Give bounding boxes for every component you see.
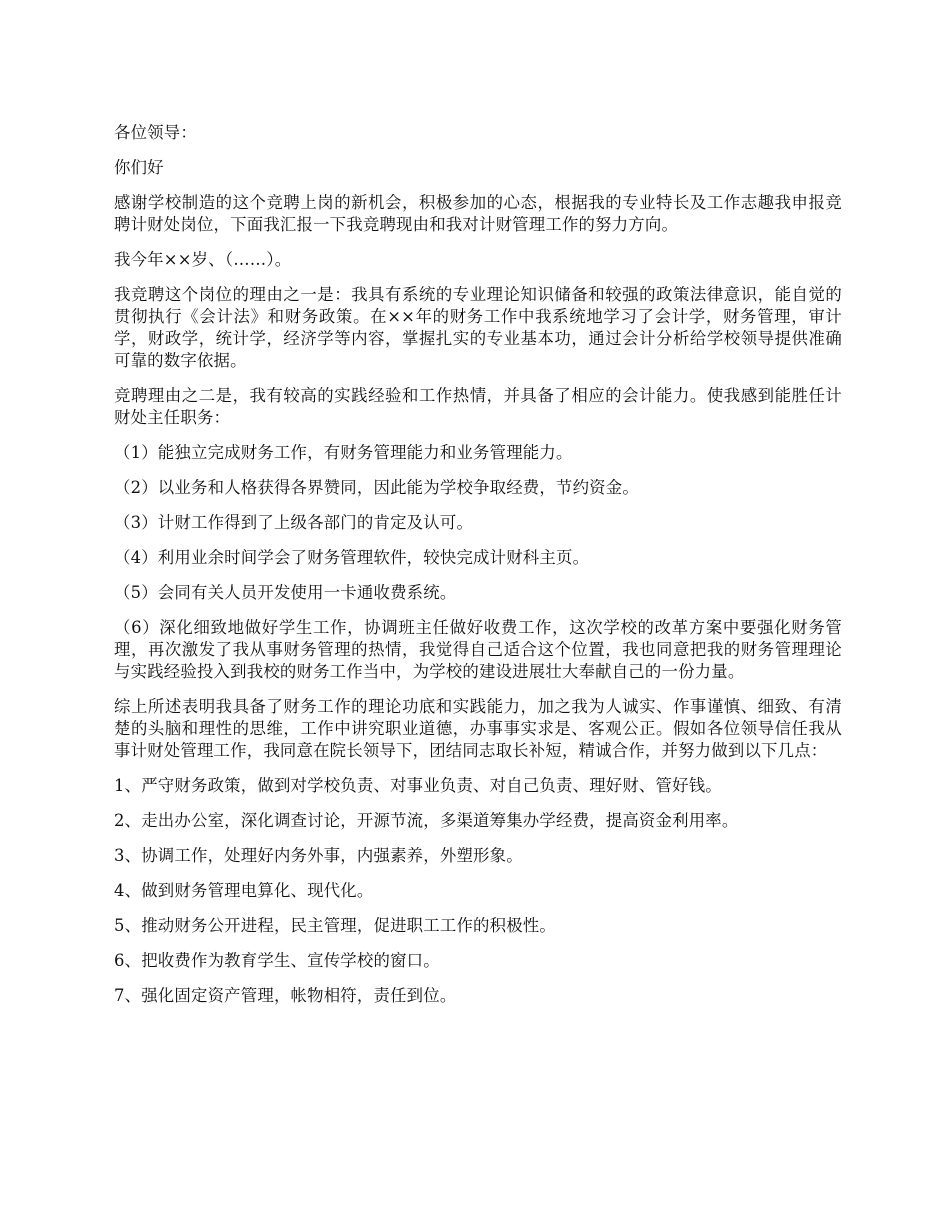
- plan-item-3: 3、协调工作，处理好内务外事，内强素养，外塑形象。: [114, 846, 523, 865]
- plan-item-2: 2、走出办公室，深化调查讨论，开源节流，多渠道筹集办学经费，提高资金利用率。: [114, 811, 739, 830]
- plan-item-4: 4、做到财务管理电算化、现代化。: [114, 881, 374, 900]
- paragraph-summary: 综上所述表明我具备了财务工作的理论功底和实践能力，加之我为人诚实、作事谨慎、细致、有清楚的头脑和理性的思维，工作中讲究职业道德，办事事实求是、客观公正。假如各位领导信任我从事计财处管理工作，我同意在院长领导下，团结同志取长补短，精诚合作，并努力做到以下几点：: [114, 697, 842, 760]
- ability-item-2: （2）以业务和人格获得各界赞同，因此能为学校争取经费，节约资金。: [114, 478, 639, 497]
- paragraph-reason-one: 我竞聘这个岗位的理由之一是：我具有系统的专业理论知识储备和较强的政策法律意识，能自觉的贯彻执行《会计法》和财务政策。在××年的财务工作中我系统地学习了会计学，财务管理，审计学，财政学，统计学，经济学等内容，掌握扎实的专业基本功，通过会计分析给学校领导提供准确可靠的数字依据。: [114, 285, 842, 370]
- paragraph-intro: 感谢学校制造的这个竞聘上岗的新机会，积极参加的心态，根据我的专业特长及工作志趣我申报竞聘计财处岗位，下面我汇报一下我竞聘现由和我对计财管理工作的努力方向。: [114, 193, 842, 234]
- plan-item-7: 7、强化固定资产管理，帐物相符，责任到位。: [114, 986, 457, 1005]
- document-body: [114, 122, 842, 1020]
- ability-item-3: （3）计财工作得到了上级各部门的肯定及认可。: [114, 513, 474, 532]
- ability-item-5: （5）会同有关人员开发使用一卡通收费系统。: [114, 583, 457, 602]
- plan-item-6: 6、把收费作为教育学生、宣传学校的窗口。: [114, 951, 440, 970]
- paragraph-age: 我今年××岁、（……）。: [114, 250, 292, 269]
- salutation: 各位领导：: [114, 123, 197, 142]
- ability-item-4: （4）利用业余时间学会了财务管理软件，较快完成计财科主页。: [114, 548, 590, 567]
- paragraph-reason-two: 竞聘理由之二是，我有较高的实践经验和工作热情，并具备了相应的会计能力。使我感到能胜任计财处主任职务：: [114, 386, 842, 427]
- plan-item-5: 5、推动财务公开进程，民主管理，促进职工工作的积极性。: [114, 916, 556, 935]
- plan-item-1: 1、严守财务政策，做到对学校负责、对事业负责、对自己负责、理好财、管好钱。: [114, 776, 722, 795]
- ability-item-1: （1）能独立完成财务工作，有财务管理能力和业务管理能力。: [114, 443, 573, 462]
- ability-item-6: （6）深化细致地做好学生工作，协调班主任做好收费工作，这次学校的改革方案中要强化财务管理，再次激发了我从事财务管理的热情，我觉得自己适合这个位置，我也同意把我的财务管理理论与实践经验投入到我校的财务工作当中，为学校的建设进展壮大奉献自己的一份力量。: [114, 618, 842, 681]
- greeting: 你们好: [114, 158, 164, 177]
